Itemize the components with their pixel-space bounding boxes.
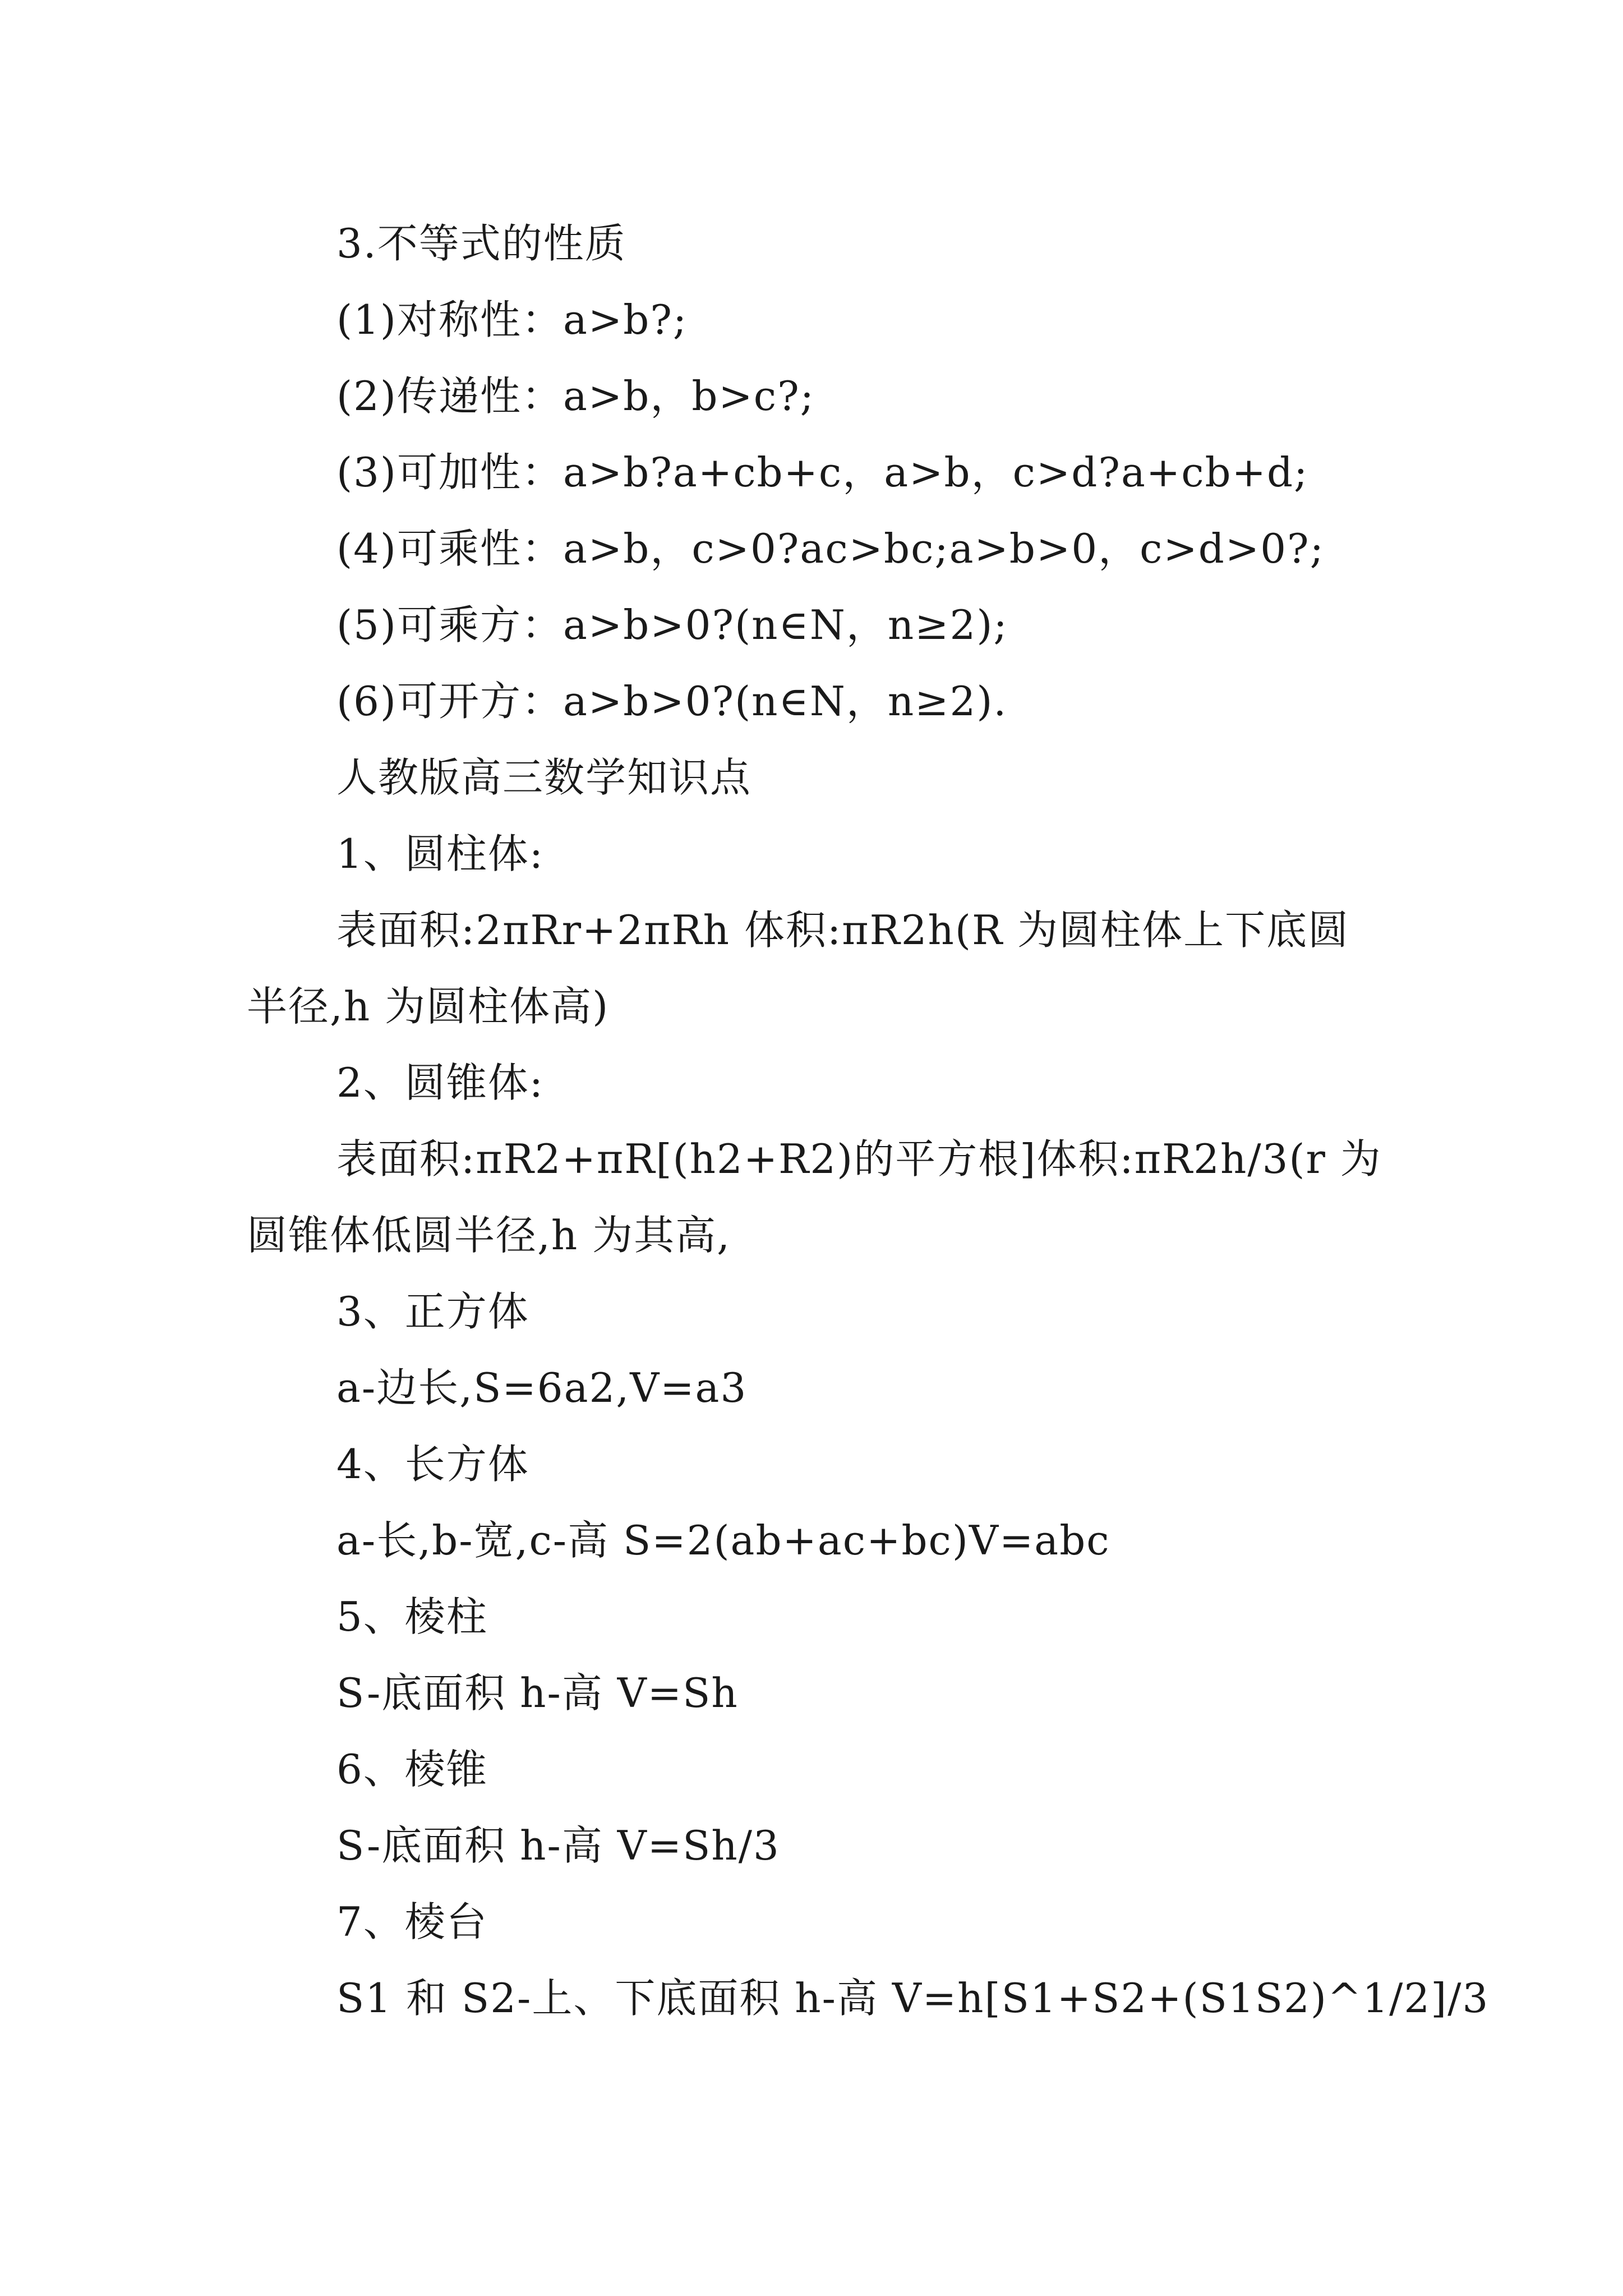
text-line: S1 和 S2-上、下底面积 h-高 V=h[S1+S2+(S1S2)^1/2]/3 — [336, 1975, 1490, 2022]
item-heading: 2、圆锥体: — [336, 1059, 545, 1106]
text-line: a-长,b-宽,c-高 S=2(ab+ac+bc)V=abc — [336, 1517, 1110, 1564]
section-heading-inequality-properties: 3.不等式的性质 — [336, 220, 626, 267]
text-line: (1)对称性：a>b?; — [336, 296, 688, 343]
text-line: 表面积:2πRr+2πRh 体积:πR2h(R 为圆柱体上下底圆 — [336, 907, 1350, 954]
item-heading: 6、棱锥 — [336, 1746, 488, 1793]
text-line: (5)可乘方：a>b>0?(n∈N，n≥2); — [336, 601, 1008, 648]
text-line: a-边长,S=6a2,V=a3 — [336, 1364, 748, 1411]
text-line: (2)传递性：a>b，b>c?; — [336, 372, 815, 420]
text-line: S-底面积 h-高 V=Sh/3 — [336, 1822, 780, 1869]
text-line: (6)可开方：a>b>0?(n∈N，n≥2). — [336, 678, 1008, 725]
item-heading: 1、圆柱体: — [336, 830, 545, 877]
item-heading: 4、长方体 — [336, 1441, 529, 1488]
text-line-continuation: 半径,h 为圆柱体高) — [247, 983, 610, 1030]
text-line: S-底面积 h-高 V=Sh — [336, 1669, 739, 1717]
text-line: (4)可乘性：a>b，c>0?ac>bc;a>b>0，c>d>0?; — [336, 525, 1325, 572]
text-line-continuation: 圆锥体低圆半径,h 为其高, — [247, 1212, 731, 1259]
text-line: (3)可加性：a>b?a+cb+c，a>b，c>d?a+cb+d; — [336, 449, 1309, 496]
item-heading: 5、棱柱 — [336, 1593, 488, 1640]
section-heading-knowledge-points: 人教版高三数学知识点 — [336, 754, 752, 801]
item-heading: 3、正方体 — [336, 1288, 529, 1335]
item-heading: 7、棱台 — [336, 1898, 488, 1945]
text-line: 表面积:πR2+πR[(h2+R2)的平方根]体积:πR2h/3(r 为 — [336, 1135, 1382, 1182]
